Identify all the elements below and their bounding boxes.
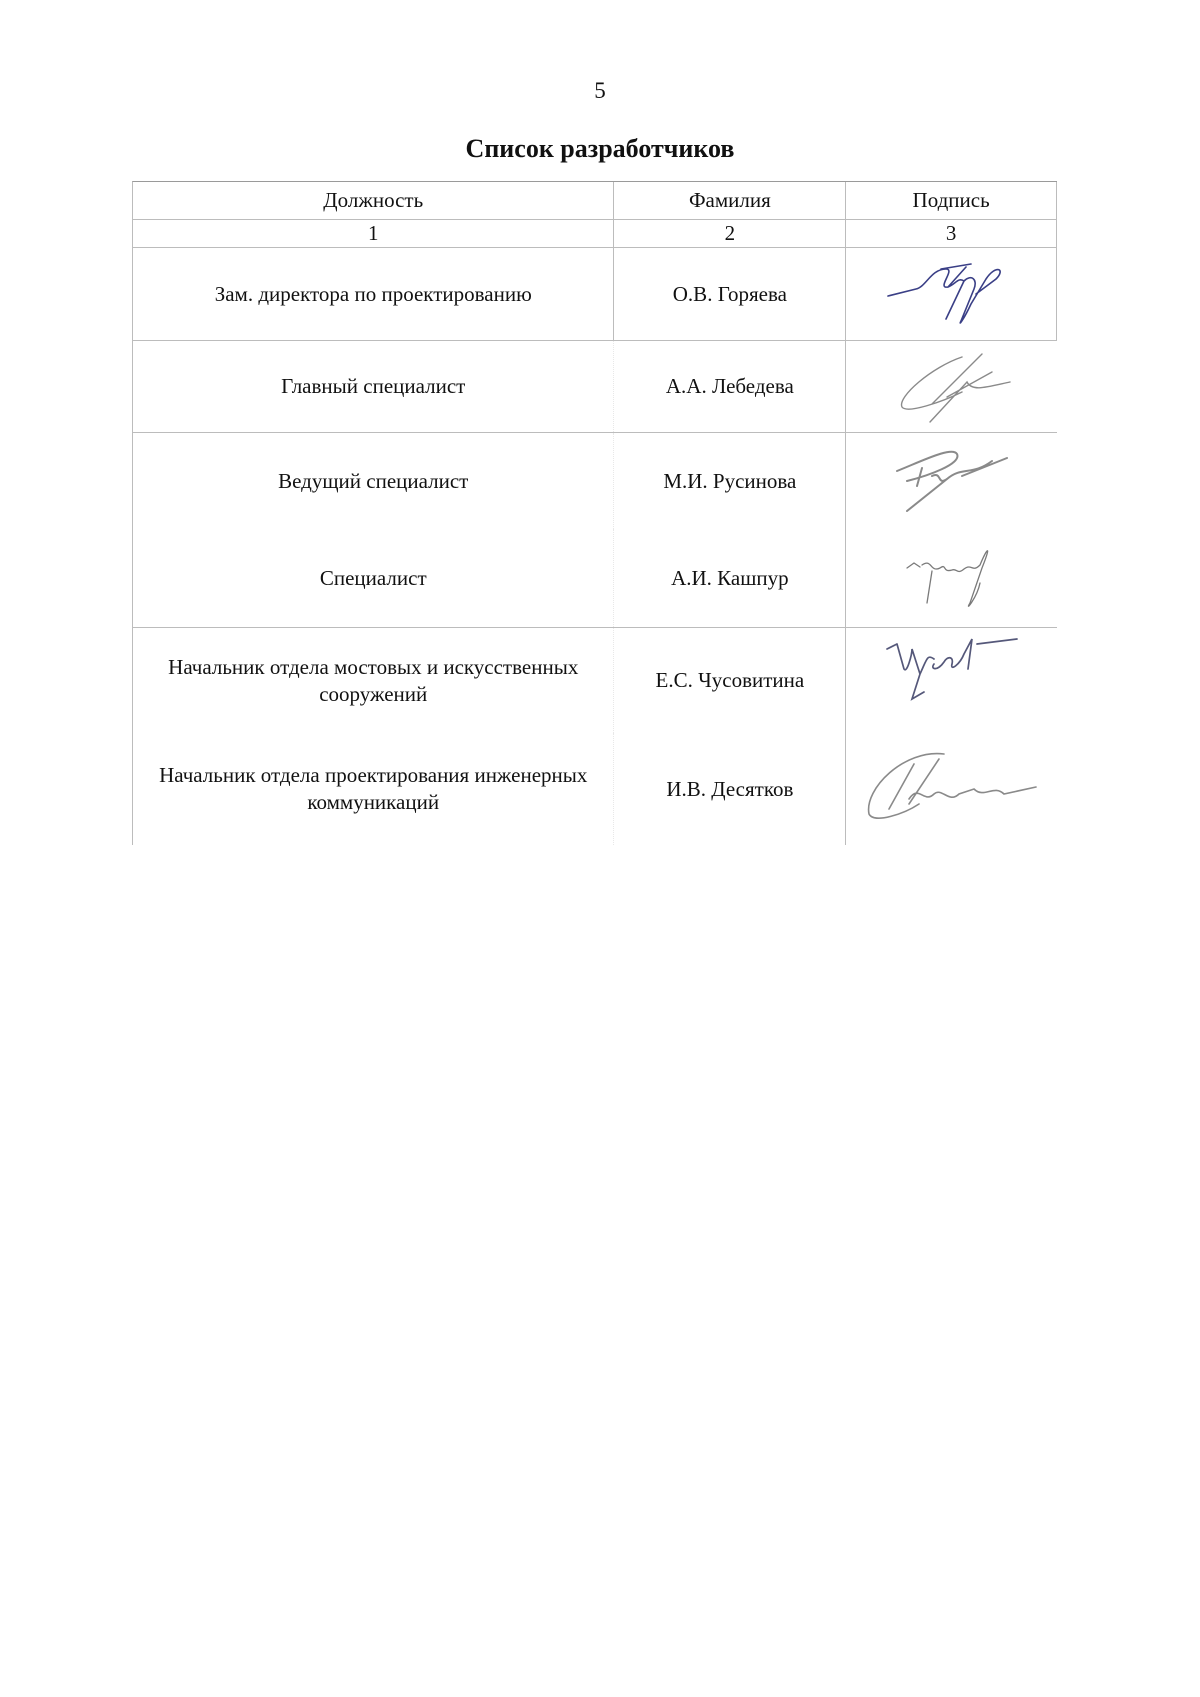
name-cell: А.А. Лебедева [613, 341, 845, 432]
name-cell: Е.С. Чусовитина [613, 628, 845, 733]
name-cell: А.И. Кашпур [613, 529, 845, 627]
column-number: 3 [845, 220, 1057, 247]
table-row [132, 529, 1057, 628]
signature-kashpur-icon [902, 543, 1002, 613]
position-cell: Главный специалист [281, 374, 466, 398]
name-cell: М.И. Русинова [613, 433, 845, 529]
document-title: Список разработчиков [465, 134, 735, 163]
signature-desyatkov-icon [864, 749, 1039, 829]
signature-cell [845, 248, 1057, 340]
column-number-row [132, 220, 1057, 248]
signature-cell [845, 628, 1057, 733]
column-number: 1 [367, 221, 379, 245]
table-row [132, 433, 1057, 529]
signature-rusinova-icon [892, 446, 1012, 516]
signature-cell [845, 433, 1057, 529]
signature-cell [845, 733, 1057, 845]
signature-chusovitina-icon [882, 634, 1022, 704]
position-cell: Зам. директора по проектированию [214, 281, 532, 306]
position-cell: Начальник отдела мостовых и искусственных сооружений [168, 654, 579, 706]
signature-goryaeva-icon [886, 259, 1016, 329]
signature-cell [845, 341, 1057, 432]
position-cell: Ведущий специалист [278, 468, 469, 493]
signature-lebedeva-icon [892, 352, 1012, 422]
name-cell: И.В. Десятков [613, 733, 845, 845]
column-number: 2 [613, 220, 845, 247]
table-header-row [132, 181, 1057, 220]
table-row [132, 341, 1057, 433]
position-cell: Начальник отдела проектирования инженерных коммуникаций [159, 763, 588, 814]
header-position: Должность [323, 188, 424, 212]
header-signature: Подпись [845, 182, 1057, 219]
name-cell: О.В. Горяева [613, 248, 845, 340]
position-cell: Специалист [319, 565, 427, 590]
table-row [132, 733, 1057, 845]
header-name: Фамилия [613, 182, 845, 219]
page-number: 5 [594, 78, 606, 103]
table-row [132, 628, 1057, 733]
table-row [132, 248, 1057, 341]
signature-cell [845, 529, 1057, 627]
developers-table [132, 181, 1057, 845]
